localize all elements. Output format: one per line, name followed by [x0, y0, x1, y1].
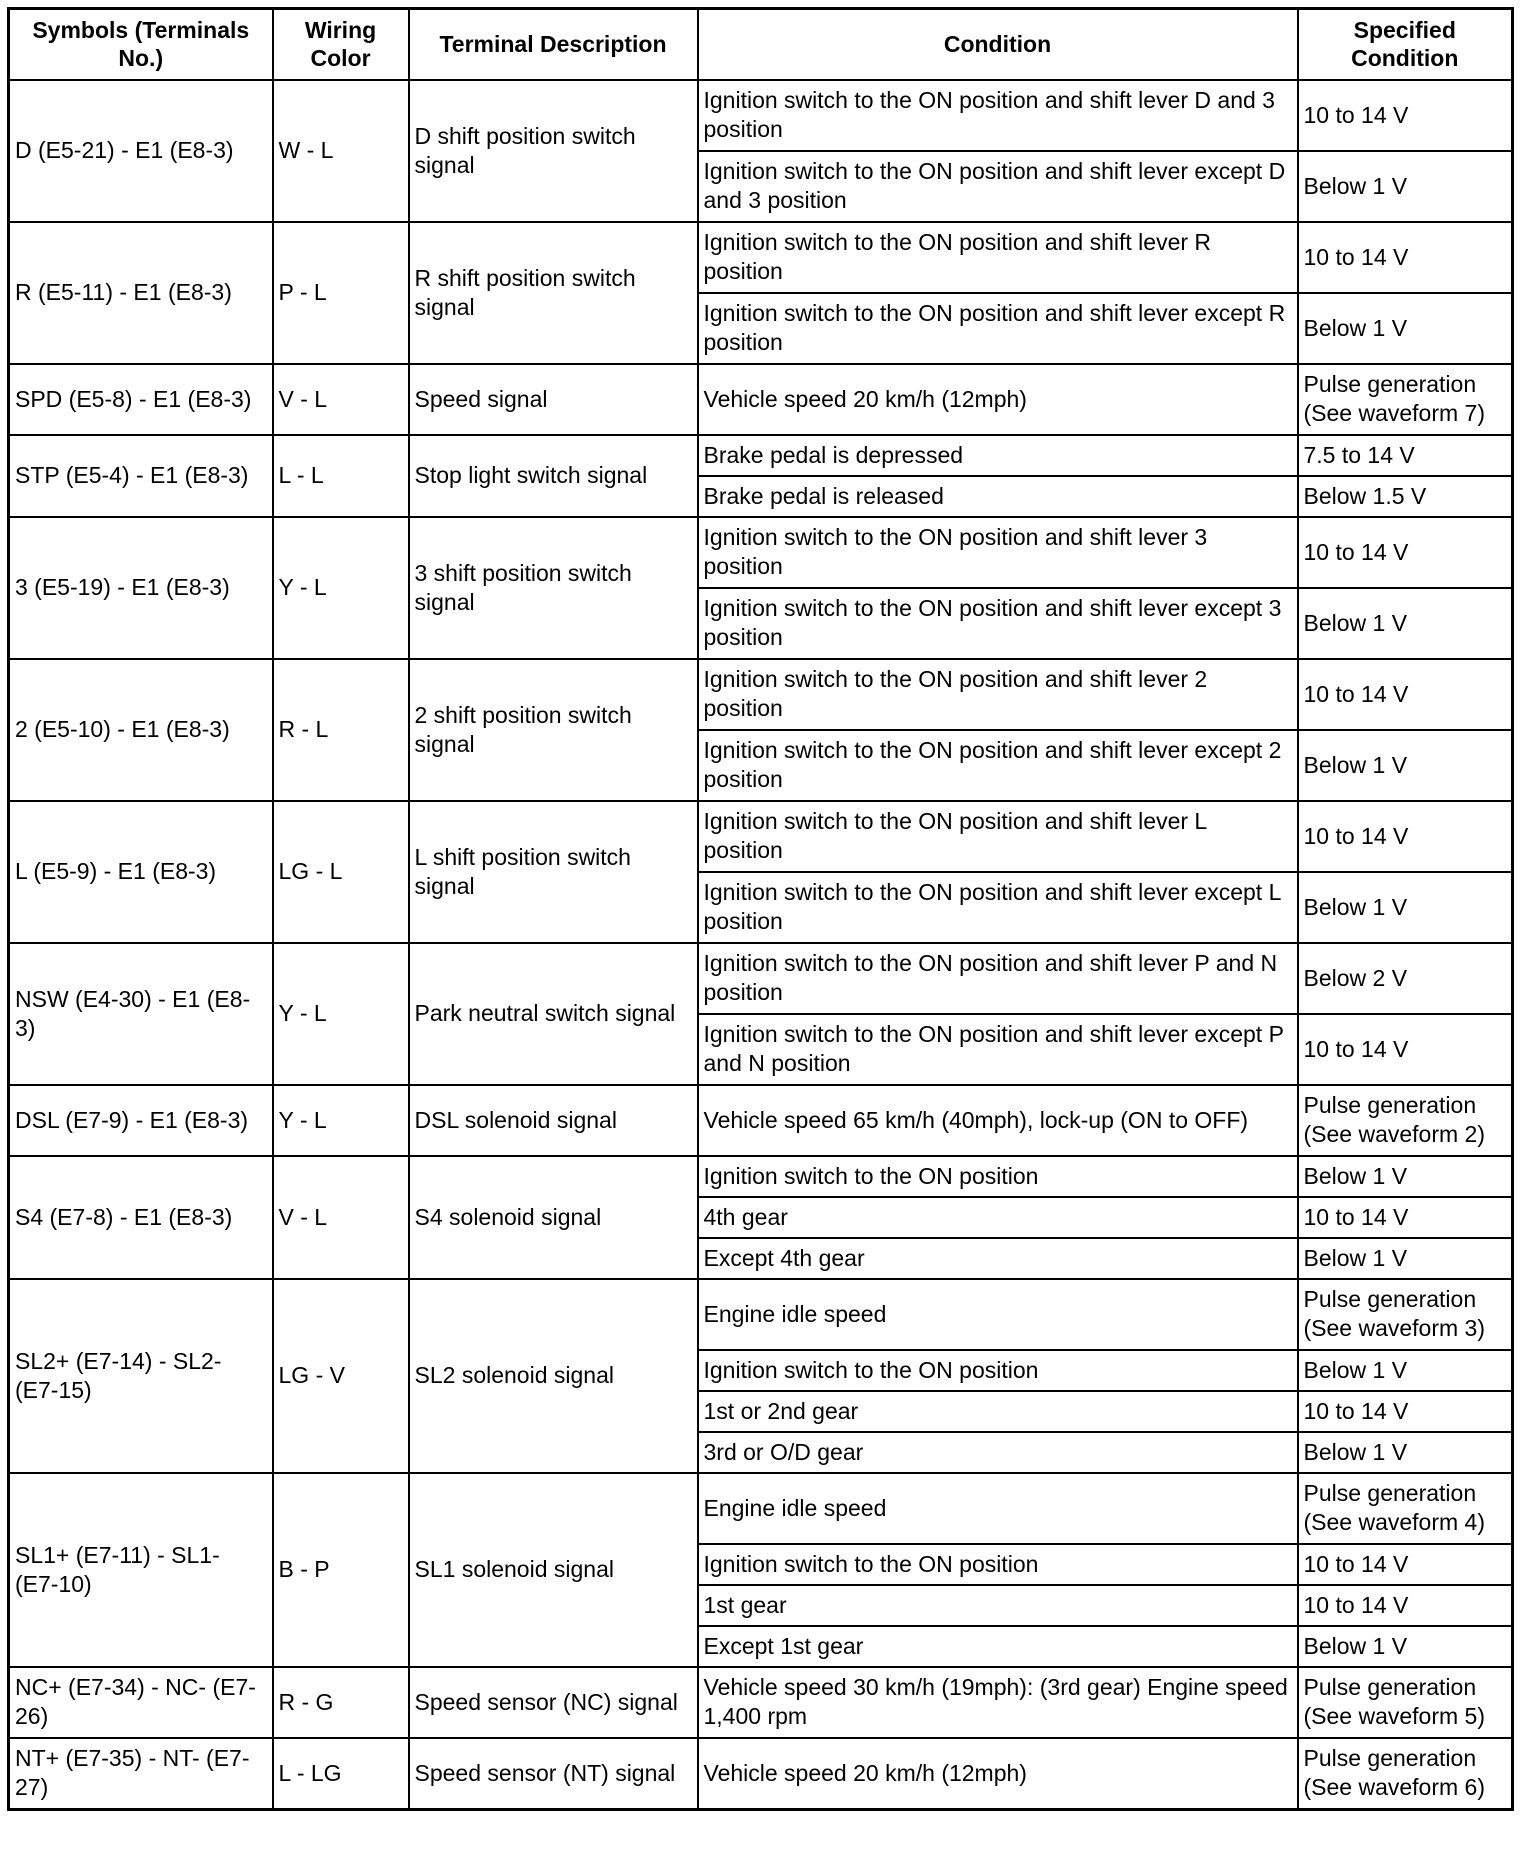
header-wiring-color: Wiring Color	[273, 9, 409, 81]
specified-condition-cell: 10 to 14 V	[1298, 1014, 1513, 1085]
specified-condition-cell: Below 2 V	[1298, 943, 1513, 1014]
condition-cell: Ignition switch to the ON position	[698, 1350, 1298, 1391]
condition-cell: Vehicle speed 65 km/h (40mph), lock-up (ON to OFF)	[698, 1085, 1298, 1156]
wiring-color-cell: LG - L	[273, 801, 409, 943]
header-specified-condition: Specified Condition	[1298, 9, 1513, 81]
terminal-spec-table	[7, 7, 1514, 1811]
header-condition: Condition	[698, 9, 1298, 81]
specified-condition-cell: 10 to 14 V	[1298, 222, 1513, 293]
wiring-color-cell: L - L	[273, 435, 409, 517]
table-body	[9, 80, 1513, 1810]
specified-condition-cell: Pulse generation (See waveform 7)	[1298, 364, 1513, 435]
terminal-description-cell: Park neutral switch signal	[409, 943, 698, 1085]
specified-condition-cell: Below 1.5 V	[1298, 476, 1513, 517]
terminal-description-cell: L shift position switch signal	[409, 801, 698, 943]
symbol-cell: SL1+ (E7-11) - SL1- (E7-10)	[9, 1473, 273, 1667]
condition-cell: 1st or 2nd gear	[698, 1391, 1298, 1432]
specified-condition-cell: Below 1 V	[1298, 1626, 1513, 1667]
wiring-color-cell: V - L	[273, 1156, 409, 1279]
condition-cell: 4th gear	[698, 1197, 1298, 1238]
condition-cell: Ignition switch to the ON position and shift lever except D and 3 position	[698, 151, 1298, 222]
condition-cell: Except 1st gear	[698, 1626, 1298, 1667]
terminal-description-cell: R shift position switch signal	[409, 222, 698, 364]
symbol-cell: S4 (E7-8) - E1 (E8-3)	[9, 1156, 273, 1279]
condition-cell: Ignition switch to the ON position	[698, 1544, 1298, 1585]
table-header-row	[9, 9, 1513, 81]
symbol-cell: R (E5-11) - E1 (E8-3)	[9, 222, 273, 364]
specified-condition-cell: Below 1 V	[1298, 1350, 1513, 1391]
wiring-color-cell: L - LG	[273, 1738, 409, 1810]
symbol-cell: STP (E5-4) - E1 (E8-3)	[9, 435, 273, 517]
wiring-color-cell: W - L	[273, 80, 409, 222]
header-terminal-description: Terminal Description	[409, 9, 698, 81]
table-row	[9, 1279, 1513, 1350]
table-row	[9, 1738, 1513, 1810]
wiring-color-cell: R - L	[273, 659, 409, 801]
specified-condition-cell: 7.5 to 14 V	[1298, 435, 1513, 476]
terminal-description-cell: Speed sensor (NC) signal	[409, 1667, 698, 1738]
symbol-cell: NT+ (E7-35) - NT- (E7-27)	[9, 1738, 273, 1810]
specified-condition-cell: Below 1 V	[1298, 293, 1513, 364]
condition-cell: Ignition switch to the ON position and shift lever except L position	[698, 872, 1298, 943]
condition-cell: Brake pedal is depressed	[698, 435, 1298, 476]
terminal-description-cell: DSL solenoid signal	[409, 1085, 698, 1156]
condition-cell: Ignition switch to the ON position and shift lever D and 3 position	[698, 80, 1298, 151]
terminal-description-cell: SL2 solenoid signal	[409, 1279, 698, 1473]
terminal-description-cell: Speed signal	[409, 364, 698, 435]
terminal-description-cell: Speed sensor (NT) signal	[409, 1738, 698, 1810]
specified-condition-cell: Pulse generation (See waveform 5)	[1298, 1667, 1513, 1738]
wiring-color-cell: B - P	[273, 1473, 409, 1667]
symbol-cell: SL2+ (E7-14) - SL2- (E7-15)	[9, 1279, 273, 1473]
wiring-color-cell: P - L	[273, 222, 409, 364]
specified-condition-cell: Below 1 V	[1298, 1238, 1513, 1279]
symbol-cell: 3 (E5-19) - E1 (E8-3)	[9, 517, 273, 659]
specified-condition-cell: Below 1 V	[1298, 730, 1513, 801]
wiring-color-cell: R - G	[273, 1667, 409, 1738]
condition-cell: Brake pedal is released	[698, 476, 1298, 517]
condition-cell: Ignition switch to the ON position and shift lever except R position	[698, 293, 1298, 364]
condition-cell: Ignition switch to the ON position and shift lever except 3 position	[698, 588, 1298, 659]
condition-cell: Vehicle speed 20 km/h (12mph)	[698, 1738, 1298, 1810]
condition-cell: Ignition switch to the ON position and shift lever P and N position	[698, 943, 1298, 1014]
condition-cell: Except 4th gear	[698, 1238, 1298, 1279]
specified-condition-cell: Pulse generation (See waveform 6)	[1298, 1738, 1513, 1810]
symbol-cell: SPD (E5-8) - E1 (E8-3)	[9, 364, 273, 435]
specified-condition-cell: 10 to 14 V	[1298, 1544, 1513, 1585]
table-row	[9, 1085, 1513, 1156]
specified-condition-cell: 10 to 14 V	[1298, 1391, 1513, 1432]
terminal-description-cell: S4 solenoid signal	[409, 1156, 698, 1279]
table-row	[9, 222, 1513, 293]
condition-cell: Engine idle speed	[698, 1473, 1298, 1544]
specified-condition-cell: Below 1 V	[1298, 1156, 1513, 1197]
table-row	[9, 364, 1513, 435]
specified-condition-cell: 10 to 14 V	[1298, 659, 1513, 730]
symbol-cell: L (E5-9) - E1 (E8-3)	[9, 801, 273, 943]
symbol-cell: NC+ (E7-34) - NC- (E7-26)	[9, 1667, 273, 1738]
specified-condition-cell: Below 1 V	[1298, 588, 1513, 659]
specified-condition-cell: 10 to 14 V	[1298, 1197, 1513, 1238]
condition-cell: Engine idle speed	[698, 1279, 1298, 1350]
specified-condition-cell: Pulse generation (See waveform 2)	[1298, 1085, 1513, 1156]
wiring-color-cell: Y - L	[273, 943, 409, 1085]
symbol-cell: D (E5-21) - E1 (E8-3)	[9, 80, 273, 222]
condition-cell: Vehicle speed 30 km/h (19mph): (3rd gear) Engine speed 1,400 rpm	[698, 1667, 1298, 1738]
specified-condition-cell: Below 1 V	[1298, 872, 1513, 943]
table-row	[9, 435, 1513, 476]
condition-cell: Ignition switch to the ON position and shift lever 3 position	[698, 517, 1298, 588]
terminal-table-container	[7, 7, 1511, 1811]
table-row	[9, 801, 1513, 872]
table-row	[9, 943, 1513, 1014]
table-row	[9, 1473, 1513, 1544]
condition-cell: Ignition switch to the ON position and shift lever except P and N position	[698, 1014, 1298, 1085]
wiring-color-cell: Y - L	[273, 1085, 409, 1156]
condition-cell: Ignition switch to the ON position and shift lever except 2 position	[698, 730, 1298, 801]
specified-condition-cell: 10 to 14 V	[1298, 80, 1513, 151]
terminal-description-cell: 3 shift position switch signal	[409, 517, 698, 659]
table-row	[9, 659, 1513, 730]
condition-cell: Ignition switch to the ON position	[698, 1156, 1298, 1197]
specified-condition-cell: Below 1 V	[1298, 1432, 1513, 1473]
specified-condition-cell: 10 to 14 V	[1298, 517, 1513, 588]
condition-cell: Vehicle speed 20 km/h (12mph)	[698, 364, 1298, 435]
symbol-cell: 2 (E5-10) - E1 (E8-3)	[9, 659, 273, 801]
condition-cell: 3rd or O/D gear	[698, 1432, 1298, 1473]
symbol-cell: NSW (E4-30) - E1 (E8-3)	[9, 943, 273, 1085]
table-row	[9, 80, 1513, 151]
terminal-description-cell: SL1 solenoid signal	[409, 1473, 698, 1667]
table-row	[9, 1667, 1513, 1738]
symbol-cell: DSL (E7-9) - E1 (E8-3)	[9, 1085, 273, 1156]
table-row	[9, 1156, 1513, 1197]
terminal-description-cell: Stop light switch signal	[409, 435, 698, 517]
specified-condition-cell: Below 1 V	[1298, 151, 1513, 222]
specified-condition-cell: 10 to 14 V	[1298, 1585, 1513, 1626]
specified-condition-cell: 10 to 14 V	[1298, 801, 1513, 872]
table-row	[9, 517, 1513, 588]
specified-condition-cell: Pulse generation (See waveform 3)	[1298, 1279, 1513, 1350]
condition-cell: Ignition switch to the ON position and shift lever L position	[698, 801, 1298, 872]
condition-cell: 1st gear	[698, 1585, 1298, 1626]
terminal-description-cell: 2 shift position switch signal	[409, 659, 698, 801]
specified-condition-cell: Pulse generation (See waveform 4)	[1298, 1473, 1513, 1544]
wiring-color-cell: Y - L	[273, 517, 409, 659]
condition-cell: Ignition switch to the ON position and shift lever R position	[698, 222, 1298, 293]
header-symbols: Symbols (Terminals No.)	[9, 9, 273, 81]
condition-cell: Ignition switch to the ON position and shift lever 2 position	[698, 659, 1298, 730]
wiring-color-cell: LG - V	[273, 1279, 409, 1473]
wiring-color-cell: V - L	[273, 364, 409, 435]
terminal-description-cell: D shift position switch signal	[409, 80, 698, 222]
